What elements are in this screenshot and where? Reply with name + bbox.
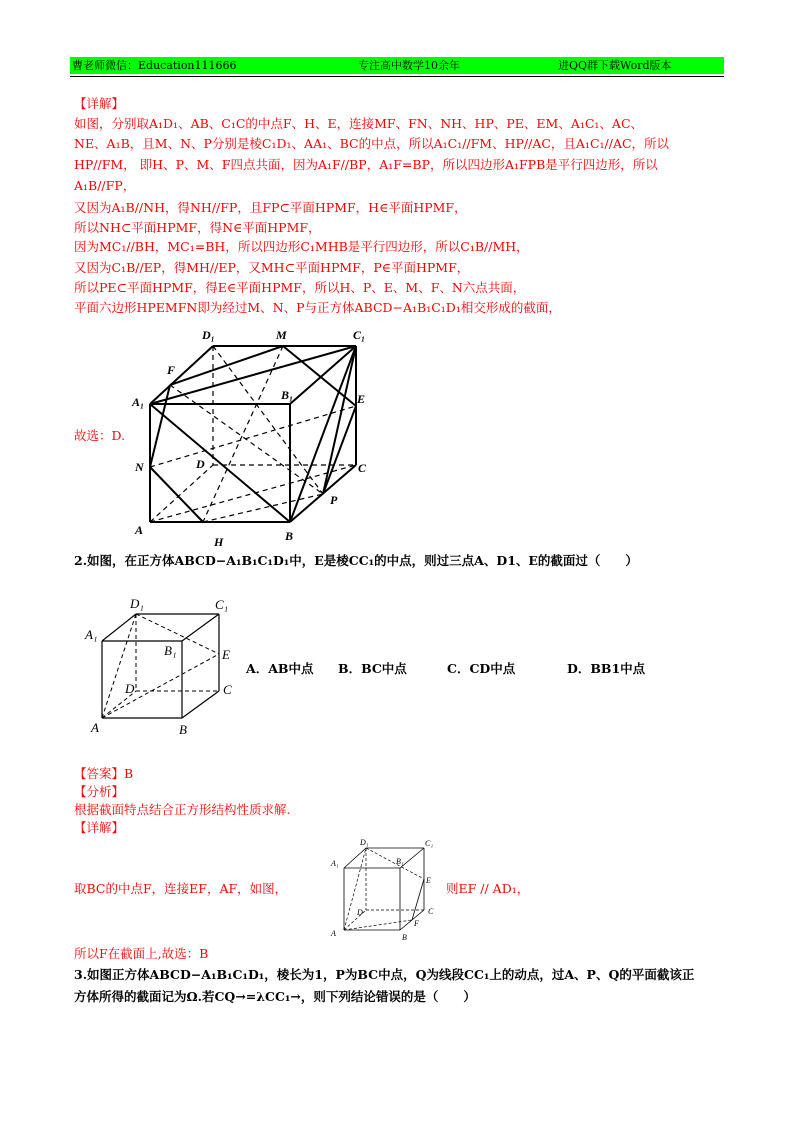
- hidden-N-E: [150, 406, 356, 467]
- label-F: F: [167, 363, 176, 377]
- edge-B-C: [182, 691, 219, 718]
- question-2-stem: 2.如图，在正方体ABCD−A₁B₁C₁D₁中，E是棱CC₁的中点，则过三点A、D1、E的截面过（ ）: [74, 553, 638, 568]
- edge-C1-B1: [182, 614, 219, 641]
- solution1-line-10: 平面六边形HPEMFN即为经过M、N、P与正方体ABCD−A₁B₁C₁D₁相交形成的截面，: [74, 300, 561, 315]
- label-F: F: [414, 919, 419, 928]
- label-C1: C₁: [353, 328, 366, 342]
- edge-A1-D1: [344, 848, 366, 868]
- line-F-M: [170, 346, 283, 385]
- label-D: D: [125, 681, 135, 696]
- label-A: A: [135, 523, 144, 537]
- page-header: [70, 57, 724, 74]
- line-F-N: [150, 385, 170, 467]
- label-C: C: [223, 682, 232, 697]
- edge-A1-D1: [102, 614, 136, 641]
- solution1-line-3: HP//FM， 即H、P、M、F四点共面，因为A₁F//BP，A₁F=BP，所以四边形A₁FPB是平行四边形，所以: [74, 157, 658, 172]
- solution1-line-5: 又因为A₁B//NH，得NH//FP，且FP⊂平面HPMF，H∈平面HPMF，: [74, 200, 467, 215]
- choice-1: 故选：D.: [74, 428, 126, 443]
- analysis-heading-2: 【分析】: [74, 784, 125, 799]
- label-E: E: [357, 392, 366, 406]
- line-E-F: [412, 879, 424, 920]
- line-N-H: [150, 467, 203, 522]
- conclusion-2: 所以F在截面上,故选：B: [74, 946, 209, 961]
- solution1-line-1: 如图，分别取A₁D₁、AB、C₁C的中点F、H、E，连接MF、FN、NH、HP、PE、EM、A₁C₁、AC、: [74, 116, 644, 131]
- solution1-line-8: 又因为C₁B//EP，得MH//EP，又MH⊂平面HPMF，P∈平面HPMF，: [74, 260, 470, 275]
- analysis-2: 根据截面特点结合正方形结构性质求解.: [74, 802, 291, 817]
- figure-3-cube: [326, 836, 444, 946]
- label-A: A: [91, 720, 99, 735]
- label-D1: D₁: [202, 328, 215, 342]
- label-H: H: [214, 535, 224, 549]
- label-D1: D₁: [130, 596, 144, 611]
- label-P: P: [330, 493, 338, 507]
- hidden-M-H: [203, 346, 283, 522]
- hidden-A-D1: [344, 848, 366, 930]
- label-D: D: [196, 457, 205, 471]
- label-B1: B₁: [396, 857, 404, 866]
- question-3-line-1: 3.如图正方体ABCD−A₁B₁C₁D₁，棱长为1，P为BC中点，Q为线段CC₁上的动点，过A、P、Q的平面截该正: [74, 967, 695, 982]
- hidden-D1-E: [366, 848, 424, 879]
- solution1-line-4: A₁B//FP，: [74, 178, 136, 193]
- option-a: A．AB中点: [246, 661, 314, 676]
- option-b: B．BC中点: [338, 661, 407, 676]
- figure-2-cube: [84, 596, 244, 742]
- label-A1: A₁: [132, 395, 145, 409]
- solution1-line-2: NE、A₁B，且M、N、P分别是棱C₁D₁、AA₁、BC的中点，所以A₁C₁//FM、HP//AC，且A₁C₁//AC，所以: [74, 136, 670, 151]
- hidden-A-C: [150, 465, 356, 522]
- label-B1: B₁: [281, 388, 294, 402]
- option-d: D．BB1中点: [567, 661, 646, 676]
- option-c: C．CD中点: [447, 661, 516, 676]
- label-C: C: [358, 461, 367, 475]
- detail-heading-1: 【详解】: [74, 96, 125, 111]
- header-slogan: 专注高中数学10余年: [358, 59, 460, 72]
- detail-heading-2: 【详解】: [74, 820, 125, 835]
- label-A1: A₁: [331, 859, 339, 868]
- figure-1-cube-section: [128, 322, 378, 550]
- label-B: B: [402, 933, 407, 942]
- header-divider: [70, 76, 724, 77]
- label-C1: C₁: [215, 597, 229, 612]
- label-M: M: [276, 328, 287, 342]
- label-E: E: [222, 647, 230, 662]
- label-C: C: [428, 907, 434, 916]
- detail-2-left: 取BC的中点F，连接EF，AF，如图，: [74, 881, 288, 896]
- label-B1: B₁: [164, 643, 177, 658]
- label-C1: C₁: [425, 839, 434, 848]
- solution1-line-6: 所以NH⊂平面HPMF，得N∈平面HPMF，: [74, 220, 321, 235]
- label-D: D: [357, 908, 363, 917]
- label-B: B: [179, 722, 187, 737]
- answer-2: 【答案】B: [74, 766, 134, 781]
- label-D1: D₁: [360, 838, 369, 847]
- label-B: B: [285, 529, 294, 543]
- detail-2-right: 则EF // AD₁，: [446, 881, 530, 896]
- hidden-A-D1: [102, 614, 136, 718]
- label-A: A: [331, 929, 336, 938]
- label-N: N: [135, 460, 144, 474]
- hidden-D1-E: [136, 614, 219, 654]
- hidden-A-D: [150, 465, 213, 522]
- header-qq: 进QQ群下载Word版本: [558, 59, 672, 72]
- question-3-line-2: 方体所得的截面记为Ω.若CQ→=λCC₁→，则下列结论错误的是（ ）: [74, 989, 476, 1004]
- label-A1: A₁: [85, 627, 98, 642]
- solution1-line-9: 所以PE⊂平面HPMF，得E∈平面HPMF，所以H、P、E、M、F、N六点共面，: [74, 280, 526, 295]
- header-wechat: 曹老师微信：Education111666: [72, 59, 237, 72]
- solution1-line-7: 因为MC₁//BH，MC₁=BH，所以四边形C₁MHB是平行四边形，所以C₁B//MH，: [74, 239, 529, 254]
- label-E: E: [426, 876, 431, 885]
